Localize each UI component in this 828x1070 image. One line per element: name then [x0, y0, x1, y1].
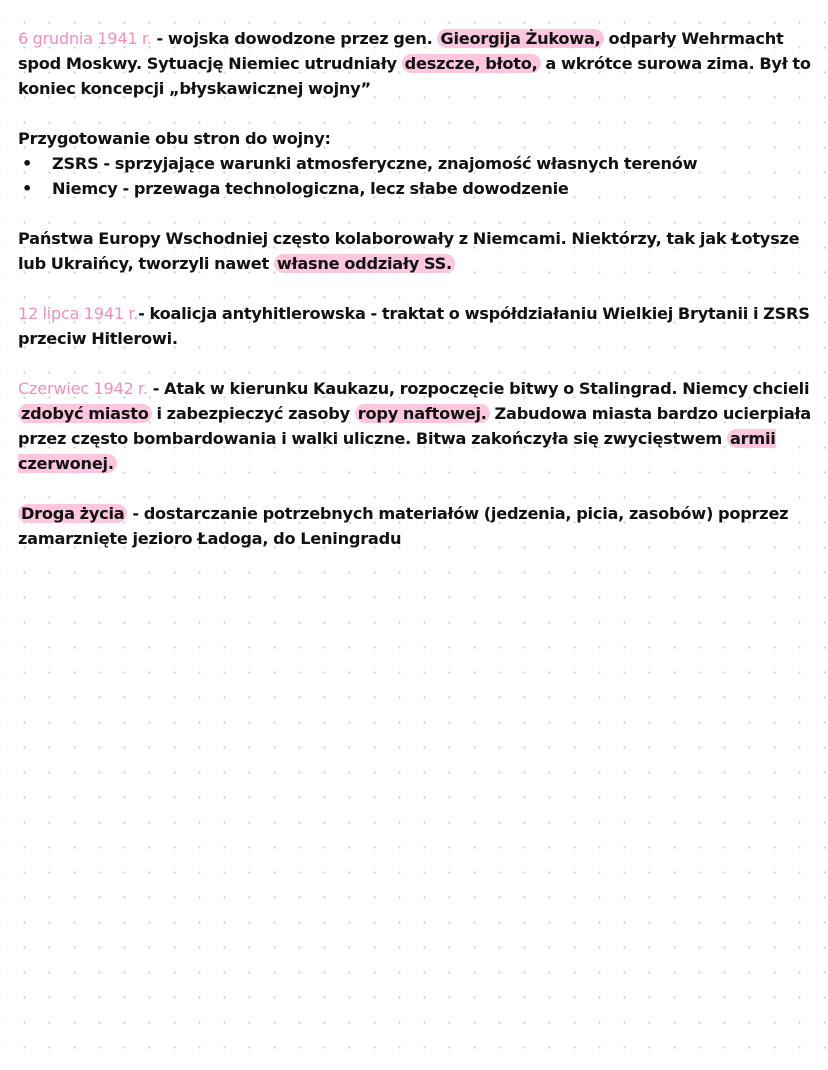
- bullet-list: [18, 151, 814, 201]
- highlight-zhukov: Gieorgija Żukowa,: [437, 29, 603, 48]
- date-dec-1941: 6 grudnia 1941 r.: [18, 29, 152, 48]
- text: - wojska dowodzone przez gen.: [151, 29, 438, 48]
- date-jun-1942: Czerwiec 1942 r.: [18, 379, 148, 398]
- highlight-capture-city: zdobyć miasto: [18, 404, 152, 423]
- bullet-icon: •: [22, 179, 33, 198]
- bullet-icon: •: [22, 154, 33, 173]
- highlight-ss-units: własne oddziały SS.: [274, 254, 455, 273]
- highlight-red-army: armii czerwonej.: [18, 429, 776, 473]
- list-item: [18, 151, 814, 176]
- text: Zabudowa miasta bardzo ucierpiała przez często bombardowania i walki uliczne. Bitwa zakończyła się zwycięstwem: [18, 404, 811, 448]
- highlight-road-of-life: Droga życia: [18, 504, 127, 523]
- text: - Atak w kierunku Kaukazu, rozpoczęcie bitwy o Stalingrad. Niemcy chcieli: [147, 379, 810, 398]
- text: a wkrótce surowa zima. Był to koniec koncepcji „błyskawicznej wojny”: [18, 54, 811, 98]
- list-item: [18, 176, 814, 201]
- paragraph-coalition: [18, 301, 814, 351]
- text: - koalicja antyhitlerowska - traktat o współdziałaniu Wielkiej Brytanii i ZSRS przeciw Hitlerowi.: [18, 304, 810, 348]
- paragraph-collaboration: [18, 226, 814, 276]
- date-jul-1941: 12 lipca 1941 r.: [18, 304, 139, 323]
- text: odparły Wehrmacht spod Moskwy. Sytuację Niemiec utrudniały: [18, 29, 784, 73]
- heading-preparation: Przygotowanie obu stron do wojny:: [18, 129, 331, 148]
- paragraph-stalingrad: [18, 376, 814, 476]
- highlight-oil: ropy naftowej.: [355, 404, 490, 423]
- text: Państwa Europy Wschodniej często kolaborowały z Niemcami. Niektórzy, tak jak Łotysze lub Ukraińcy, tworzyli nawet: [18, 229, 800, 273]
- text: - dostarczanie potrzebnych materiałów (jedzenia, picia, zasobów) poprzez zamarznięte jezioro Ładoga, do Leningradu: [18, 504, 789, 548]
- list-item-text: Niemcy - przewaga technologiczna, lecz słabe dowodzenie: [52, 179, 569, 198]
- list-item-text: ZSRS - sprzyjające warunki atmosferyczne, znajomość własnych terenów: [52, 154, 698, 173]
- paragraph-road-of-life: [18, 501, 814, 551]
- paragraph-moscow: [18, 26, 814, 101]
- text: i zabezpieczyć zasoby: [151, 404, 355, 423]
- highlight-weather: deszcze, błoto,: [402, 54, 541, 73]
